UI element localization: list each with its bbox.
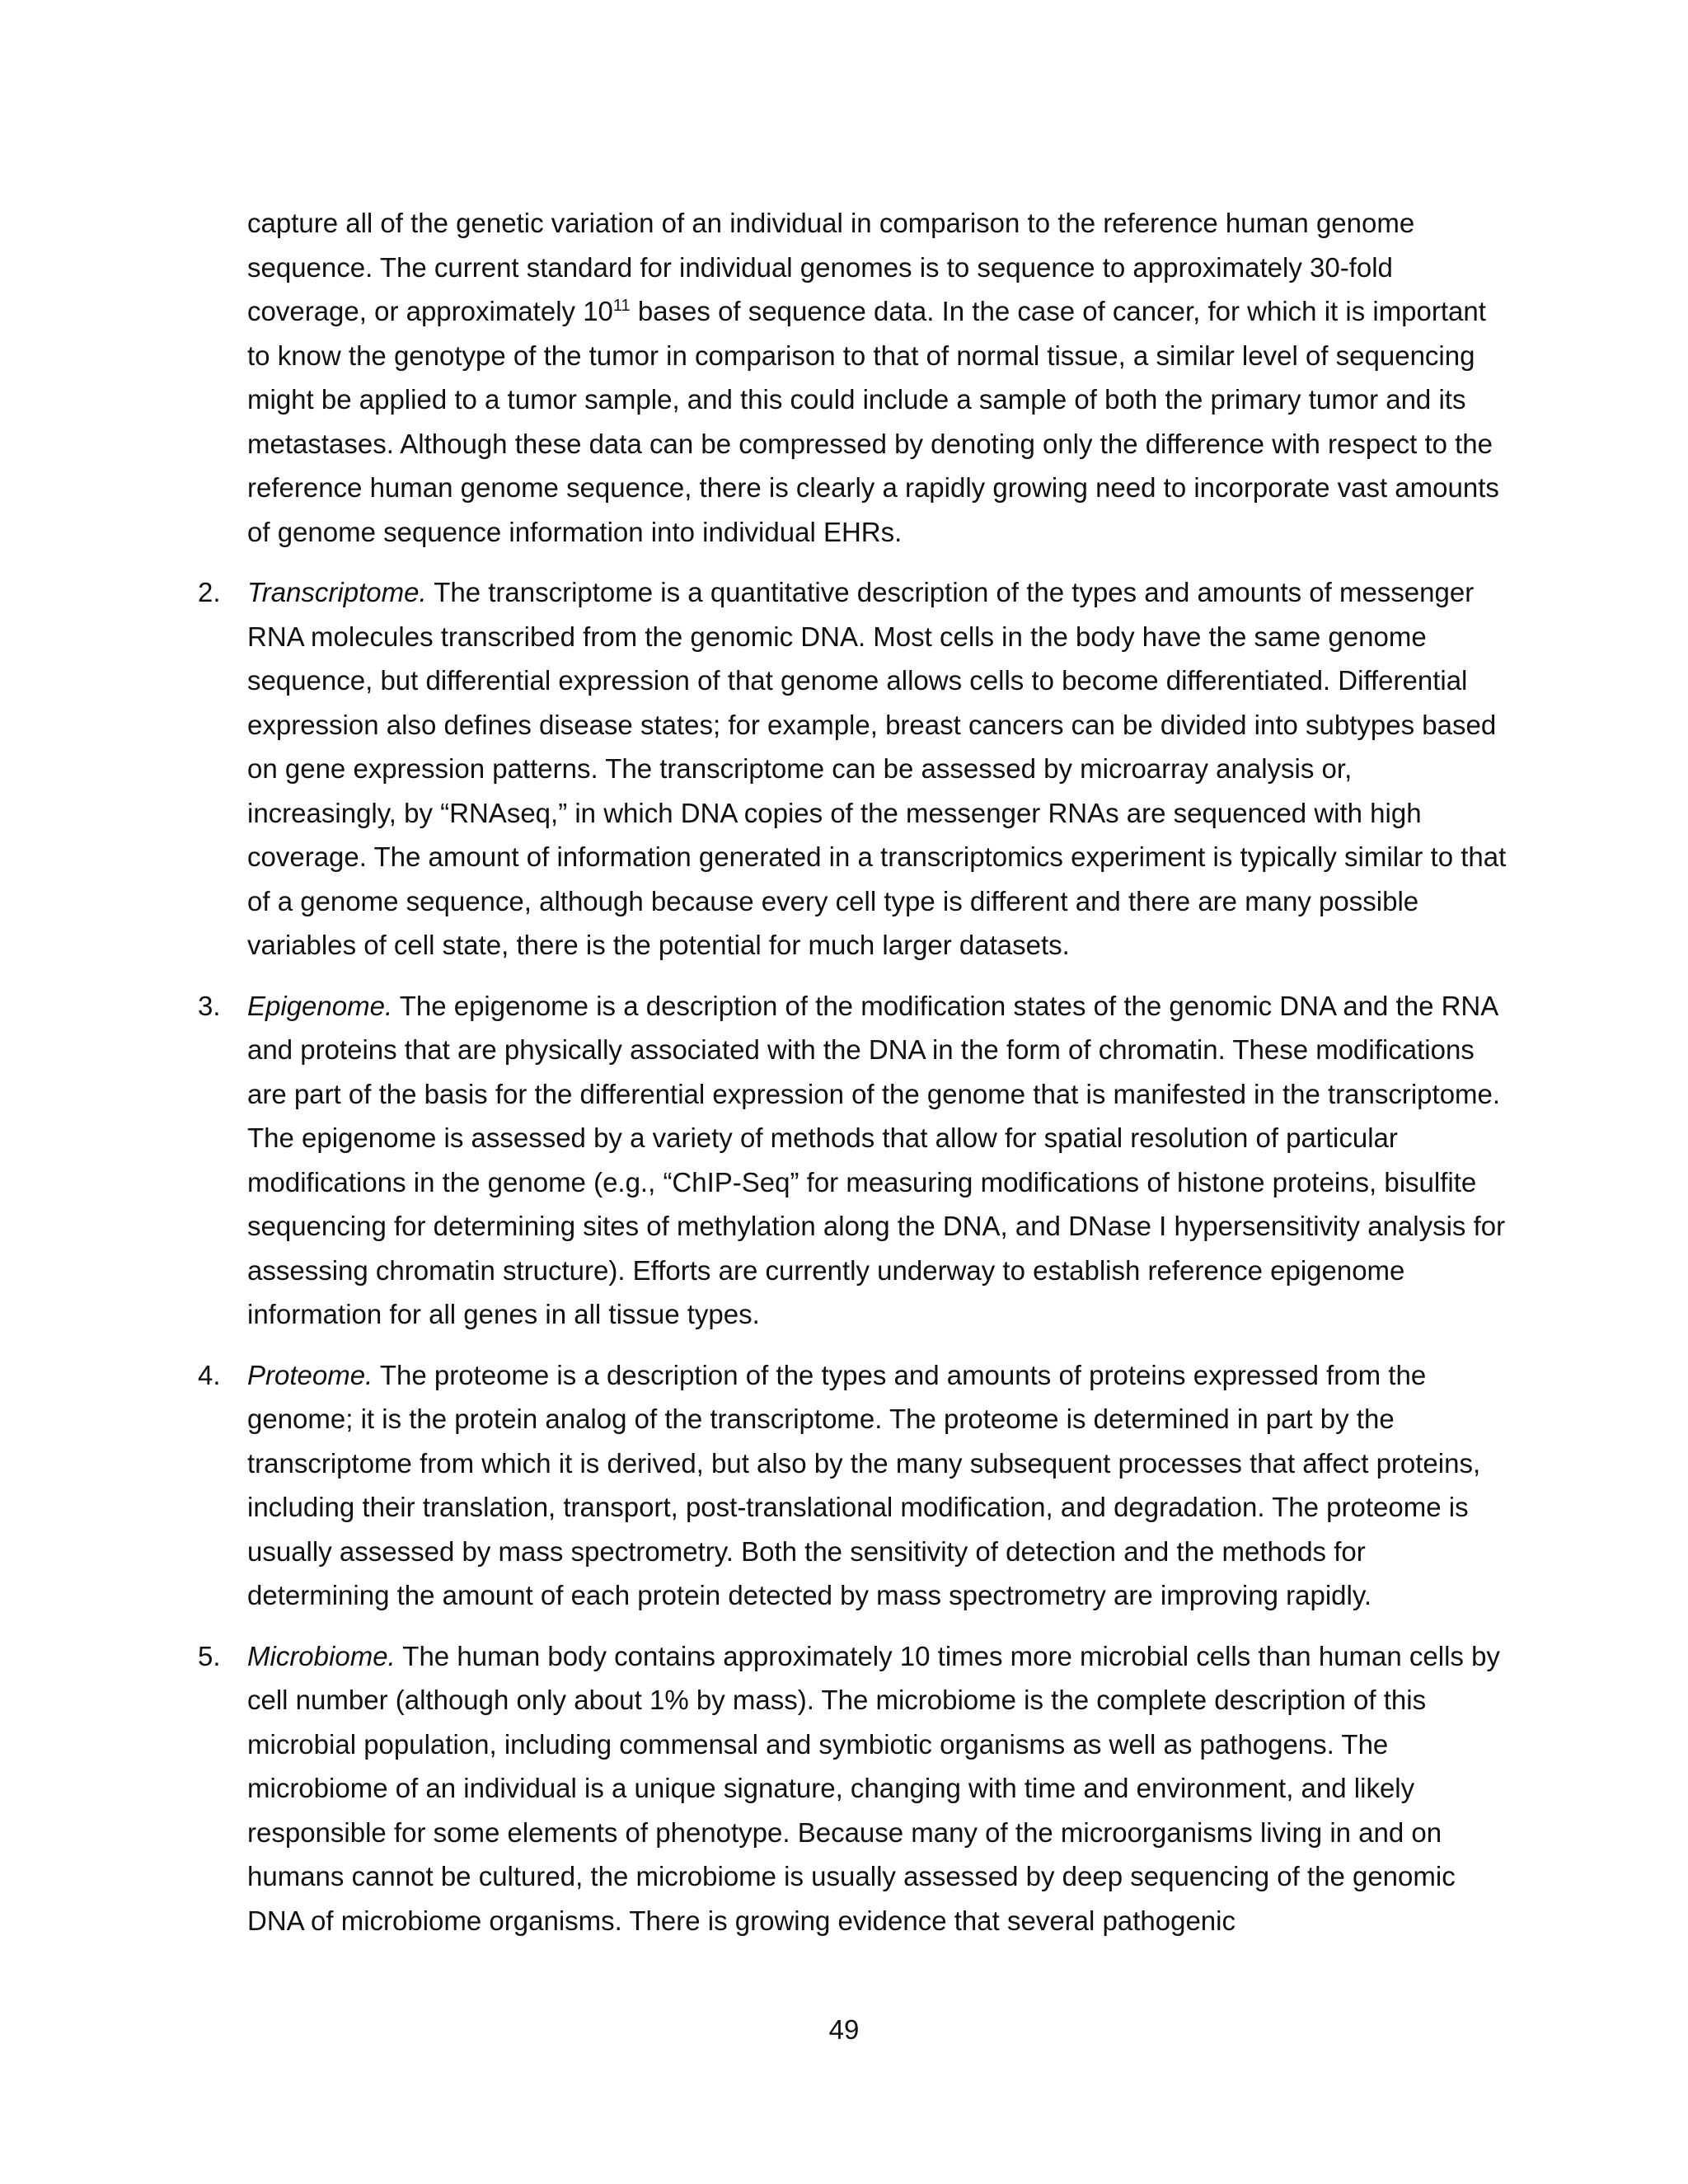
list-text: The epigenome is a description of the modification states of the genomic DNA and the RNA and proteins that are physically associated with the DNA in the form of chromatin. These modifications are part of the basis for the differential expression of the genome that is manifested in the transcriptome. The epigenome is assessed by a variety of methods that allow for spatial resolution of particular modifications in the genome (e.g., “ChIP-Seq” for measuring modifications of histone proteins, bisulfite sequencing for determining sites of methylation along the DNA, and DNase I hypersensitivity analysis for assessing chromatin structure). Efforts are currently underway to establish reference epigenome information for all genes in all tissue types. bbox=[247, 990, 1506, 1329]
list-text: The proteome is a description of the types and amounts of proteins expressed from the genome; it is the protein analog of the transcriptome. The proteome is determined in part by the transcriptome from which it is derived, but also by the many subsequent processes that affect proteins, including their translation, transport, post-translational modification, and degradation. The proteome is usually assessed by mass spectrometry. Both the sensitivity of detection and the methods for determining the amount of each protein detected by mass spectrometry are improving rapidly. bbox=[247, 1359, 1481, 1610]
list-term: Transcriptome. bbox=[247, 577, 427, 607]
list-term: Proteome. bbox=[247, 1359, 373, 1390]
list-text: The transcriptome is a quantitative description of the types and amounts of messenger RNA molecules transcribed from the genomic DNA. Most cells in the body have the same genome sequence, but differential expression of that genome allows cells to become differentiated. Differential expression also defines disease states; for example, breast cancers can be divided into subtypes based on gene expression patterns. The transcriptome can be assessed by microarray analysis or, increasingly, by “RNAseq,” in which DNA copies of the messenger RNAs are sequenced with high coverage. The amount of information generated in a transcriptomics experiment is typically similar to that of a genome sequence, although because every cell type is different and there are many possible variables of cell state, there is the potential for much larger datasets. bbox=[247, 577, 1507, 960]
list-number: 5. bbox=[198, 1640, 221, 1671]
list-item-microbiome bbox=[198, 1634, 1508, 1943]
list-text: The human body contains approximately 10 times more microbial cells than human cells by cell number (although only about 1% by mass). The microbiome is the complete description of this microbial population, including commensal and symbiotic organisms as well as pathogens. The microbiome of an individual is a unique signature, changing with time and environment, and likely responsible for some elements of phenotype. Because many of the microorganisms living in and on humans cannot be cultured, the microbiome is usually assessed by deep sequencing of the genomic DNA of microbiome organisms. There is growing evidence that several pathogenic bbox=[247, 1640, 1500, 1936]
page-number: 49 bbox=[828, 2014, 860, 2045]
list-number: 2. bbox=[198, 577, 221, 607]
list-number: 4. bbox=[198, 1359, 221, 1390]
list-number: 3. bbox=[198, 990, 221, 1021]
exponent-superscript: 11 bbox=[612, 297, 631, 315]
list-term: Microbiome. bbox=[247, 1640, 396, 1671]
continuation-text-a: capture all of the genetic variation of an individual in comparison to the reference human genome sequence. The current standard for individual genomes is to sequence to approximately 30-fold coverage, or approximately 10 bbox=[247, 208, 1415, 326]
continuation-paragraph bbox=[247, 201, 1508, 554]
list-item-proteome bbox=[198, 1353, 1508, 1618]
list-item-transcriptome bbox=[198, 570, 1508, 968]
continuation-text-b: bases of sequence data. In the case of cancer, for which it is important to know the genotype of the tumor in comparison to that of normal tissue, a similar level of sequencing might be applied to a tumor sample, and this could include a sample of both the primary tumor and its metastases. Although these data can be compressed by denoting only the difference with respect to the reference human genome sequence, there is clearly a rapidly growing need to incorporate vast amounts of genome sequence information into individual EHRs. bbox=[247, 296, 1499, 547]
page-body bbox=[198, 201, 1508, 1943]
list-term: Epigenome. bbox=[247, 990, 393, 1021]
list-item-epigenome bbox=[198, 984, 1508, 1337]
